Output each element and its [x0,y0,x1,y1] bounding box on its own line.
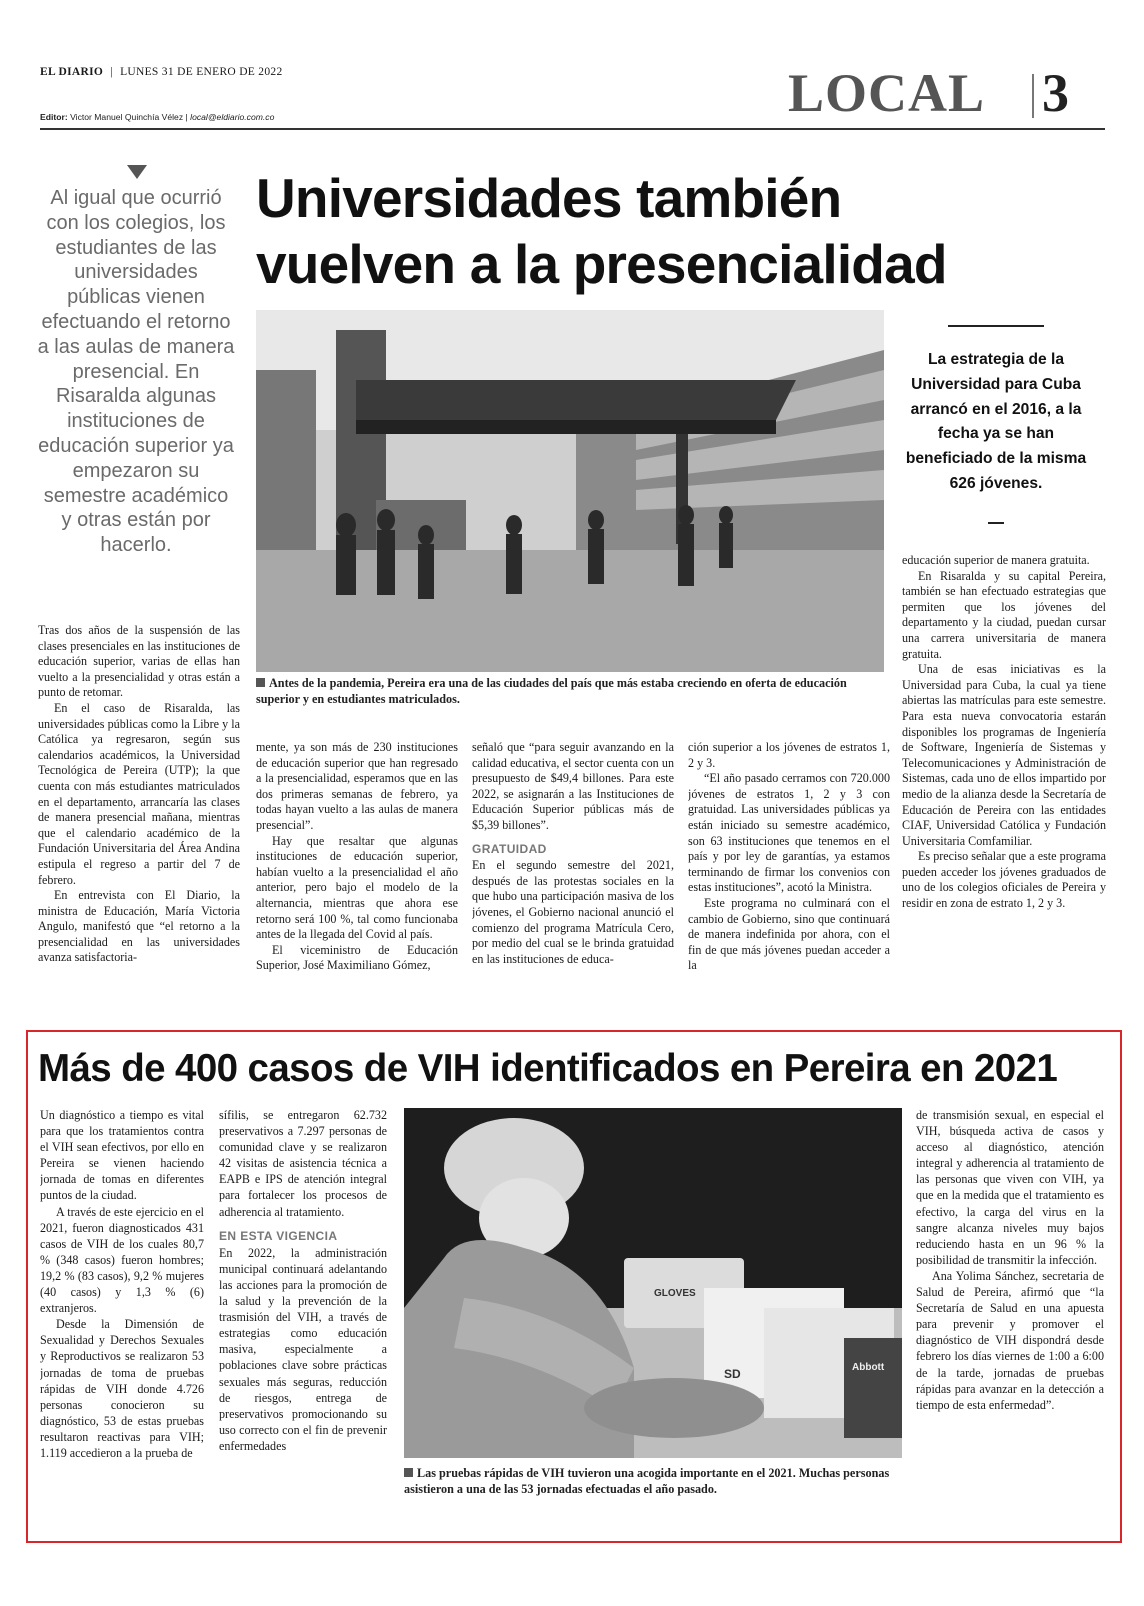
paragraph: mente, ya son más de 230 instituciones de educación superior que han regresado a la presencialidad, esperamos que en las dos primeras semanas de febrero, ya todas hayan vuelto a las aulas de manera presencial”. [256,740,458,832]
article2-column-2 [219,1107,387,1527]
paragraph: Hay que resaltar que algunas instituciones de educación superior, habían vuelto a la presencialidad el año anterior, pero bajo el modelo de la alternancia, mientras que ahora ese retorno será 100 %, tal como funcionaba antes de la llegada del Covid al país. [256,833,458,942]
article1-column-4 [688,740,890,1024]
caption-square-icon [256,678,265,687]
box-label-gloves: GLOVES [654,1288,696,1299]
paragraph: En el caso de Risaralda, las universidades públicas como la Libre y la Católica ya regresaron, según sus calendarios académicos, la Universidad Tecnológica de Pereira (UTP); la que cuenta con más estudiantes matriculados en el departamento, arrancaría las clases de manera presencial mañana, mientras que el calendario académico de la Fundación Universitaria del Área Andina estipula el regreso a partir del 7 de febrero. [38,700,240,887]
section-label: LOCAL [788,63,986,123]
paragraph: sífilis, se entregaron 62.732 preservativos a 7.297 personas de comunidad clave y se realizaron 42 visitas de asistencia técnica a EAPB e IPS de atención integral para fortalecer los procesos de adherencia al tratamiento. [219,1108,387,1219]
paragraph: Es preciso señalar que a este programa pueden acceder los jóvenes graduados de uno de los colegios oficiales de Pereira y residir en zona de estrato 1, 2 y 3. [902,849,1106,911]
campus-photo [256,310,884,672]
section-divider [1032,74,1034,118]
article1-pullquote: La estrategia de la Universidad para Cuba arrancó en el 2016, a la fecha ya se han beneficiado de la misma 626 jóvenes. [905,351,1087,492]
issue-date: LUNES 31 DE ENERO DE 2022 [120,66,283,78]
editor-line: Editor: Victor Manuel Quinchía Vélez | local@eldiario.com.co [40,112,275,122]
page-number: 3 [1042,63,1069,123]
header-rule [40,128,1105,130]
article1-column-5 [902,553,1106,1024]
box-label-sd: SD [724,1367,741,1381]
paragraph: educación superior de manera gratuita. [902,553,1090,567]
page-header [40,60,1105,130]
hiv-test-photo-graphic [404,1108,902,1458]
paragraph: Tras dos años de la suspensión de las clases presenciales en las instituciones de educación superior, varias de ellas han vuelto a la presencialidad y otras están a punto de retomar. [38,623,240,700]
hiv-photo-caption: Las pruebas rápidas de VIH tuvieron una acogida importante en el 2021. Muchas personas asistieron a una de las 53 jornadas efectuadas el año pasado. [404,1466,890,1496]
editor-label: Editor: [40,112,68,122]
paragraph: A través de este ejercicio en el 2021, fueron diagnosticados 431 casos de VIH de los cuales 80,7 % (348 casos) fueron hombres; 19,2 % (83 casos), 9,2 % mujeres (40 casos) y 1,3 % (6) extranjeros. [40,1204,204,1316]
paragraph: “El año pasado cerramos con 720.000 jóvenes de estratos 1, 2 y 3 con gratuidad. Las universidades públicas ya están iniciado su semestre académico, son 63 instituciones que tenemos en el país y por ley de garantías, ya estamos terminando de firmar los convenios con estas instituciones”, acotó la Ministra. [688,771,890,895]
paragraph: señaló que “para seguir avanzando en la calidad educativa, el sector cuenta con un presupuesto de $49,4 billones. Para este 2022, se asignarán a las Instituciones de Educación Superior públicas más de $5,39 billones”. [472,740,674,832]
paragraph: En Risaralda y su capital Pereira, también se han efectuado estrategias que permiten que los jóvenes del departamento y la ciudad, puedan cursar una carrera universitaria de manera gratuita. [902,568,1106,661]
paragraph: de transmisión sexual, en especial el VIH, búsqueda activa de casos y acceso al diagnóstico, atención integral y adherencia al tratamiento de las personas que viven con VIH, ya que en la medida que el tratamiento es efectivo, la carga del virus en la sangre alcanza niveles muy bajos reduciendo hasta en un 96 % la posibilidad de transmitir la infección. [916,1108,1104,1267]
editor-email[interactable]: local@eldiario.com.co [190,112,275,122]
lead-arrow-icon [127,165,147,179]
paragraph: En entrevista con El Diario, la ministra de Educación, María Victoria Angulo, manifestó que “el retorno a la presencialidad en las universidades avanza satisfactoria- [38,888,240,965]
editor-name: Victor Manuel Quinchía Vélez [70,112,184,122]
caption-square-icon [404,1468,413,1477]
article2-column-3 [916,1107,1104,1527]
paper-name: EL DIARIO [40,66,104,78]
campus-photo-caption: Antes de la pandemia, Pereira era una de las ciudades del país que más estaba creciendo en oferta de educación superior y en estudiantes matriculados. [256,676,847,706]
campus-photo-graphic [256,310,884,672]
box-label-abbott: Abbott [852,1362,885,1373]
subhead-en-esta-vigencia: EN ESTA VIGENCIA [219,1228,338,1243]
article1-title-line2: vuelven a la presencialidad [256,233,947,295]
article2-title: Más de 400 casos de VIH identificados en Pereira en 2021 [38,1047,1058,1090]
paragraph: En el segundo semestre del 2021, después de las protestas sociales en la que hubo una participación masiva de los jóvenes, el Gobierno nacional anunció el comienzo del programa Matrícula Cero, por medio del cual se le brinda gratuidad en las instituciones de educa- [472,858,674,966]
article1-title [256,165,1101,297]
paragraph: Ana Yolima Sánchez, secretaria de Salud de Pereira, afirmó que “la Secretaría de Salud en una apuesta para prevenir y promover el diagnóstico de VIH dispondrá desde febrero los días viernes de 1:00 a 6:00 de la tarde, jornadas de pruebas rápidas para avanzar en la detección a tiempo de esta enfermedad”. [916,1268,1104,1412]
article1-title-line1: Universidades también [256,167,842,229]
subhead-gratuidad: GRATUIDAD [472,841,547,856]
paragraph: El viceministro de Educación Superior, José Maximiliano Gómez, [256,942,458,973]
pullquote-top-rule [948,325,1044,327]
paragraph: ción superior a los jóvenes de estratos 1, 2 y 3. [688,740,890,770]
paragraph: Un diagnóstico a tiempo es vital para que los tratamientos contra el VIH sean efectivos, por ello en Pereira se vienen haciendo jornada de tomas en diferentes puntos de la ciudad. [40,1108,204,1203]
article1-column-2 [256,740,458,1024]
article1-lead: Al igual que ocurrió con los colegios, los estudiantes de las universidades públicas vienen efectuando el retorno a las aulas de manera presencial. En Risaralda algunas instituciones de educación superior ya empezaron su semestre académico y otras están por hacerlo. [37,187,235,557]
masthead-line [40,66,283,78]
article1-column-1 [38,623,240,1024]
article1-column-3 [472,740,674,1024]
paragraph: Este programa no culminará con el cambio de Gobierno, sino que continuará de manera indefinida por ahora, con el fin de que más jóvenes puedan acceder a la [688,895,890,973]
paragraph: Una de esas iniciativas es la Universidad para Cuba, la cual ya tiene abiertas las matrículas para este semestre. Para esta nueva convocatoria estarán disponibles los programas de Ingeniería de Software, Ingeniería de Sistemas y Telecomunicaciones y Administración de Sistemas, cada uno de ellos impartido por medio de la alianza desde la Secretaría de Educación de Pereira con las entidades CIAF, Universidad Católica y Fundación Universitaria Comfamiliar. [902,662,1106,848]
pullquote-bottom-rule [988,522,1004,524]
hiv-test-photo [404,1108,902,1458]
separator: | [110,66,113,78]
article2-column-1 [40,1107,204,1527]
paragraph: Desde la Dimensión de Sexualidad y Derechos Sexuales y Reproductivos se realizaron 53 jornadas de toma de pruebas rápidas de VIH donde 4.726 personas conocieron su diagnóstico, 53 de estas pruebas resultaron reactivas para VIH; 1.119 accedieron a la prueba de [40,1317,204,1460]
paragraph: En 2022, la administración municipal continuará adelantando las acciones para la promoción de la salud y la prevención de la trasmisión del VIH, a través de estrategias como educación masiva, especialmente a poblaciones clave sobre prácticas sexuales más seguras, reducción de riesgos, entrega de preservativos promocionando su uso correcto con el fin de prevenir enfermedades [219,1245,387,1453]
